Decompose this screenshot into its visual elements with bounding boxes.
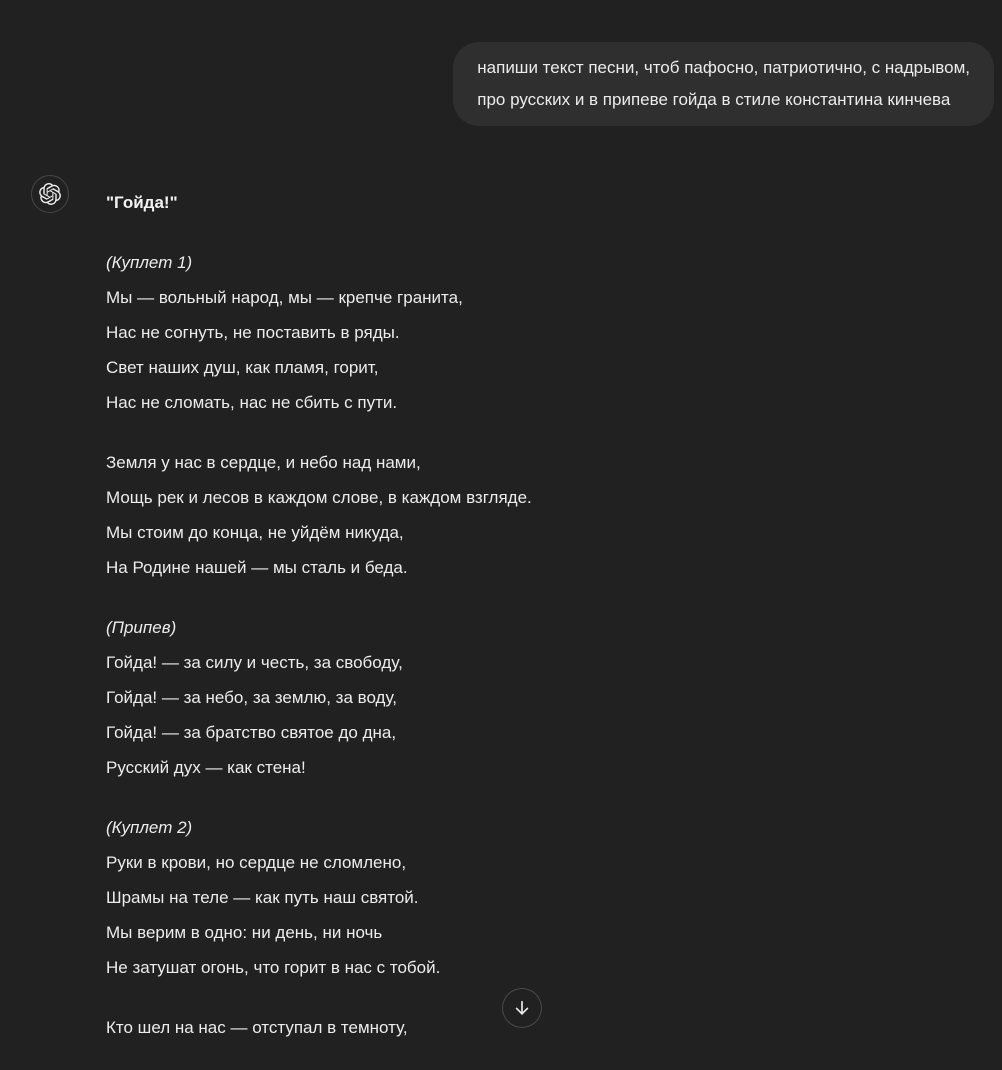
- scroll-to-bottom-button[interactable]: [502, 988, 542, 1028]
- lyric-line: Земля у нас в сердце, и небо над нами,: [106, 453, 421, 472]
- arrow-down-icon: [512, 998, 532, 1018]
- stanza: [106, 810, 982, 985]
- user-message-line: про русских и в припеве гойда в стиле константина кинчева: [477, 90, 951, 109]
- user-message-bubble: [453, 42, 994, 126]
- stanza: [106, 245, 982, 420]
- lyric-line: Нас не согнуть, не поставить в ряды.: [106, 323, 400, 342]
- lyric-line: Мощь рек и лесов в каждом слове, в каждом взгляде.: [106, 488, 532, 507]
- lyric-line: На Родине нашей — мы сталь и беда.: [106, 558, 408, 577]
- song-title: "Гойда!": [106, 193, 178, 212]
- assistant-avatar: [31, 175, 69, 213]
- lyric-line: Руки в крови, но сердце не сломлено,: [106, 853, 407, 872]
- stanza: [106, 445, 982, 585]
- lyric-line: Кто шел на нас — отступал в темноту,: [106, 1018, 408, 1037]
- openai-logo-icon: [39, 183, 61, 205]
- stanza-label: (Куплет 1): [106, 253, 193, 272]
- lyric-line: Нас не сломать, нас не сбить с пути.: [106, 393, 398, 412]
- lyric-line: Шрамы на теле — как путь наш святой.: [106, 888, 419, 907]
- lyric-line: Гойда! — за небо, за землю, за воду,: [106, 688, 397, 707]
- lyric-line: Мы стоим до конца, не уйдём никуда,: [106, 523, 404, 542]
- stanza-label: (Куплет 2): [106, 818, 193, 837]
- assistant-message-content: [106, 175, 982, 1045]
- song-text: [106, 245, 982, 1045]
- stanza: [106, 610, 982, 785]
- user-message-line: напиши текст песни, чтоб пафосно, патриотично, с надрывом,: [477, 58, 970, 77]
- lyric-line: Мы — вольный народ, мы — крепче гранита,: [106, 288, 463, 307]
- lyric-line: Гойда! — за братство святое до дна,: [106, 723, 397, 742]
- lyric-line: Русский дух — как стена!: [106, 758, 306, 777]
- stanza-label: (Припев): [106, 618, 177, 637]
- lyric-line: Не затушат огонь, что горит в нас с тобой.: [106, 958, 441, 977]
- stanza: [106, 1010, 982, 1045]
- lyric-line: Гойда! — за силу и честь, за свободу,: [106, 653, 403, 672]
- lyric-line: Свет наших душ, как пламя, горит,: [106, 358, 379, 377]
- lyric-line: Мы верим в одно: ни день, ни ночь: [106, 923, 383, 942]
- assistant-message: [31, 175, 982, 1070]
